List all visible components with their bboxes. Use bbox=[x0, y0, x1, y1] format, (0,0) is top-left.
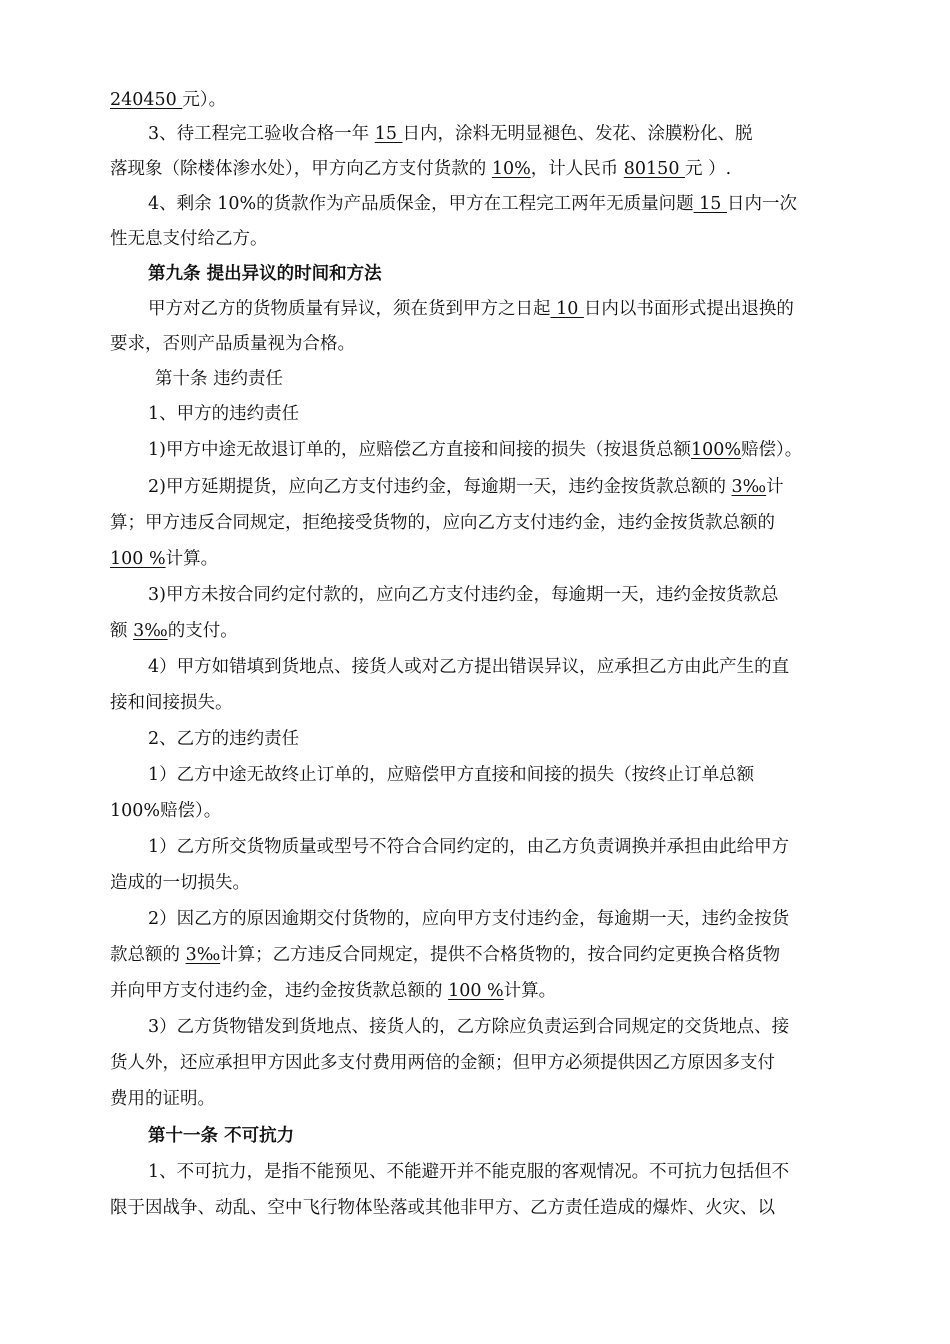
paragraph-line bbox=[110, 799, 221, 823]
text-segment: 计 bbox=[766, 477, 784, 497]
paragraph-line bbox=[110, 1051, 775, 1075]
underlined-value: 3‰ bbox=[731, 477, 767, 497]
paragraph-line bbox=[148, 297, 794, 321]
text-segment: 第十一条 不可抗力 bbox=[148, 1126, 295, 1146]
text-segment: 日内，涂料无明显褪色、发花、涂膜粉化、脱 bbox=[402, 124, 753, 144]
paragraph-line bbox=[148, 475, 784, 499]
paragraph-line bbox=[110, 227, 268, 251]
paragraph-line bbox=[148, 438, 802, 462]
paragraph-line bbox=[110, 332, 355, 356]
text-segment: 赔偿）。 bbox=[741, 440, 803, 460]
paragraph-line bbox=[110, 88, 226, 112]
text-segment: ，计人民币 bbox=[530, 159, 624, 179]
paragraph-line bbox=[148, 727, 299, 751]
paragraph-line bbox=[148, 763, 754, 787]
text-segment: 1）乙方所交货物质量或型号不符合合同约定的，由乙方负责调换并承担由此给甲方 bbox=[148, 837, 790, 857]
text-segment: 甲方对乙方的货物质量有异议，须在货到甲方之日起 bbox=[148, 299, 551, 319]
text-segment: 元）。 bbox=[182, 90, 227, 110]
text-segment: 4）甲方如错填到货地点、接货人或对乙方提出错误异议，应承担乙方由此产生的直 bbox=[148, 657, 790, 677]
paragraph-line bbox=[148, 583, 778, 607]
text-segment: 日内一次 bbox=[727, 194, 797, 214]
underlined-value: 3‰ bbox=[185, 945, 221, 965]
text-segment: 计算。 bbox=[165, 549, 219, 569]
text-segment: 4、剩余 10%的货款作为产品质保金，甲方在工程完工两年无质量问题 bbox=[148, 194, 694, 214]
underlined-value: 3‰ bbox=[133, 621, 168, 641]
paragraph-line bbox=[110, 979, 556, 1003]
text-segment: 2)甲方延期提货，应向乙方支付违约金，每逾期一天，违约金按货款总额的 bbox=[148, 477, 732, 497]
text-segment: 费用的证明。 bbox=[110, 1089, 215, 1109]
text-segment: 算；甲方违反合同规定，拒绝接受货物的，应向乙方支付违约金，违约金按货款总额的 bbox=[110, 513, 775, 533]
text-segment: 落现象（除楼体渗水处），甲方向乙方支付货款的 bbox=[110, 159, 492, 179]
text-segment: 第十条 违约责任 bbox=[155, 369, 284, 389]
text-segment: 100%赔偿）。 bbox=[110, 801, 222, 821]
underlined-value: 100% bbox=[690, 440, 741, 460]
paragraph-line bbox=[155, 367, 283, 391]
text-segment: 3)甲方未按合同约定付款的，应向乙方支付违约金，每逾期一天，违约金按货款总 bbox=[148, 585, 779, 605]
underlined-value: 10 bbox=[550, 299, 584, 319]
text-segment: 的支付。 bbox=[167, 621, 238, 641]
paragraph-line bbox=[148, 907, 789, 931]
underlined-value: 15 bbox=[693, 194, 727, 214]
text-segment: 2）因乙方的原因逾期交付货物的，应向甲方支付违约金，每逾期一天，违约金按货 bbox=[148, 909, 790, 929]
paragraph-line bbox=[148, 835, 789, 859]
paragraph-line bbox=[110, 1087, 215, 1111]
underlined-value: 100 % bbox=[448, 981, 504, 1001]
paragraph-line bbox=[148, 1160, 789, 1184]
text-segment: 限于因战争、动乱、空中飞行物体坠落或其他非甲方、乙方责任造成的爆炸、火灾、以 bbox=[110, 1198, 775, 1218]
text-segment: 造成的一切损失。 bbox=[110, 873, 250, 893]
paragraph-line bbox=[110, 619, 238, 643]
text-segment: 计算。 bbox=[503, 981, 557, 1001]
section-heading bbox=[148, 1124, 294, 1148]
underlined-value: 100 % bbox=[110, 549, 166, 569]
paragraph-line bbox=[110, 157, 731, 181]
text-segment: 1、不可抗力，是指不能预见、不能避开并不能克服的客观情况。不可抗力包括但不 bbox=[148, 1162, 790, 1182]
paragraph-line bbox=[110, 1196, 775, 1220]
text-segment: 款总额的 bbox=[110, 945, 186, 965]
paragraph-line bbox=[148, 122, 753, 146]
text-segment: 3）乙方货物错发到货地点、接货人的，乙方除应负责运到合同规定的交货地点、接 bbox=[148, 1017, 790, 1037]
underlined-value: 240450 bbox=[110, 90, 183, 110]
text-segment: 计算；乙方违反合同规定，提供不合格货物的，按合同约定更换合格货物 bbox=[220, 945, 781, 965]
text-segment: 元 ）. bbox=[685, 159, 732, 179]
paragraph-line bbox=[110, 511, 775, 535]
paragraph-line bbox=[148, 402, 299, 426]
text-segment: 第九条 提出异议的时间和方法 bbox=[148, 264, 382, 284]
underlined-value: 10% bbox=[491, 159, 531, 179]
text-segment: 3、待工程完工验收合格一年 bbox=[148, 124, 375, 144]
text-segment: 要求，否则产品质量视为合格。 bbox=[110, 334, 355, 354]
text-segment: 1、甲方的违约责任 bbox=[148, 404, 300, 424]
paragraph-line bbox=[148, 1015, 789, 1039]
text-segment: 货人外，还应承担甲方因此多支付费用两倍的金额；但甲方必须提供因乙方原因多支付 bbox=[110, 1053, 775, 1073]
paragraph-line bbox=[110, 943, 780, 967]
underlined-value: 80150 bbox=[623, 159, 686, 179]
text-segment: 性无息支付给乙方。 bbox=[110, 229, 268, 249]
underlined-value: 15 bbox=[374, 124, 403, 144]
paragraph-line bbox=[110, 691, 233, 715]
text-segment: 1）乙方中途无故终止订单的，应赔偿甲方直接和间接的损失（按终止订单总额 bbox=[148, 765, 755, 785]
paragraph-line bbox=[110, 547, 218, 571]
paragraph-line bbox=[148, 192, 797, 216]
text-segment: 额 bbox=[110, 621, 134, 641]
paragraph-line bbox=[148, 655, 789, 679]
text-segment: 接和间接损失。 bbox=[110, 693, 233, 713]
text-segment: 日内以书面形式提出退换的 bbox=[583, 299, 794, 319]
text-segment: 1)甲方中途无故退订单的，应赔偿乙方直接和间接的损失（按退货总额 bbox=[148, 440, 691, 460]
paragraph-line bbox=[110, 871, 250, 895]
section-heading bbox=[148, 262, 382, 286]
text-segment: 2、乙方的违约责任 bbox=[148, 729, 300, 749]
text-segment: 并向甲方支付违约金，违约金按货款总额的 bbox=[110, 981, 449, 1001]
